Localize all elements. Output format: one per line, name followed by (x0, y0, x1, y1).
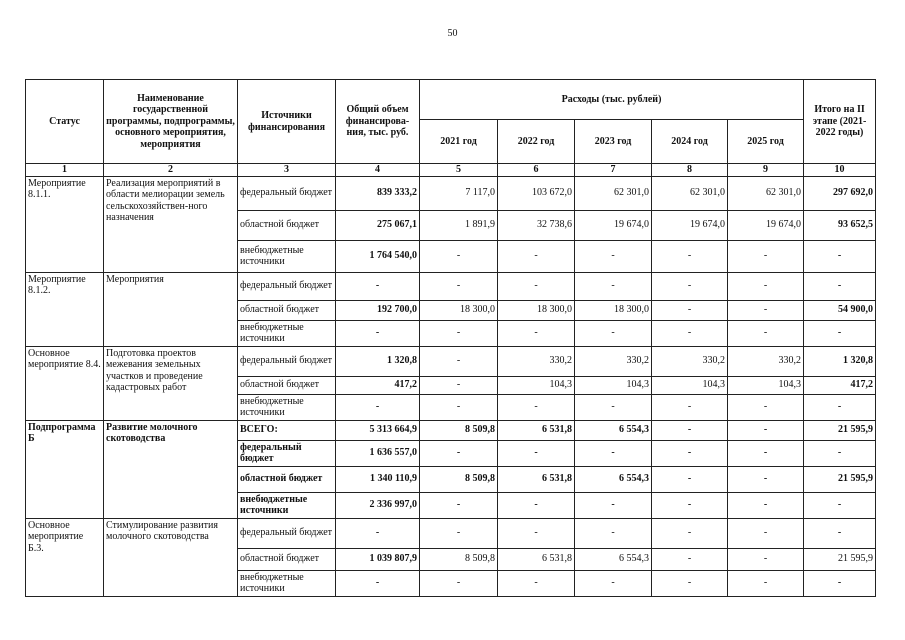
year-2023-cell: 104,3 (575, 376, 652, 394)
year-2023-cell: 18 300,0 (575, 300, 652, 320)
year-2022-cell: - (498, 240, 575, 272)
year-2025-cell: - (728, 518, 804, 548)
source-cell: федеральный бюджет (238, 440, 336, 466)
source-cell: областной бюджет (238, 466, 336, 492)
stage-total-cell: - (804, 492, 876, 518)
year-2021-cell: - (420, 394, 498, 420)
column-numbers-row (26, 164, 876, 177)
header-year: 2024 год (652, 120, 728, 164)
header-year: 2023 год (575, 120, 652, 164)
stage-total-cell: - (804, 320, 876, 346)
year-2023-cell: - (575, 394, 652, 420)
year-2023-cell: - (575, 320, 652, 346)
column-number: 7 (575, 164, 652, 177)
year-2025-cell: - (728, 300, 804, 320)
year-2022-cell: 103 672,0 (498, 176, 575, 210)
year-2022-cell: 330,2 (498, 346, 575, 376)
total-cell: 1 636 557,0 (336, 440, 420, 466)
year-2025-cell: 62 301,0 (728, 176, 804, 210)
year-2023-cell: - (575, 240, 652, 272)
year-2021-cell: - (420, 492, 498, 518)
source-cell: ВСЕГО: (238, 420, 336, 440)
stage-total-cell: - (804, 440, 876, 466)
year-2024-cell: - (652, 420, 728, 440)
year-2021-cell: - (420, 272, 498, 300)
name-cell: Реализация мероприятий в области мелиорации земель сельскохозяйствен-ного назначения (104, 176, 238, 272)
total-cell: 1 340 110,9 (336, 466, 420, 492)
financing-table (25, 79, 876, 597)
total-cell: - (336, 570, 420, 596)
year-2023-cell: 6 554,3 (575, 548, 652, 570)
header-total: Общий объем финансирова-ния, тыс. руб. (336, 80, 420, 164)
year-2025-cell: 330,2 (728, 346, 804, 376)
status-cell: Основное мероприятие 8.4. (26, 346, 104, 420)
total-cell: 1 320,8 (336, 346, 420, 376)
table-row (26, 272, 876, 300)
year-2025-cell: - (728, 440, 804, 466)
total-cell: - (336, 272, 420, 300)
total-cell: 417,2 (336, 376, 420, 394)
year-2025-cell: - (728, 548, 804, 570)
total-cell: - (336, 394, 420, 420)
year-2023-cell: 330,2 (575, 346, 652, 376)
source-cell: областной бюджет (238, 376, 336, 394)
year-2021-cell: 18 300,0 (420, 300, 498, 320)
year-2021-cell: 8 509,8 (420, 466, 498, 492)
source-cell: внебюджетные источники (238, 240, 336, 272)
source-cell: федеральный бюджет (238, 346, 336, 376)
table-row (26, 518, 876, 548)
year-2021-cell: 8 509,8 (420, 548, 498, 570)
total-cell: 1 039 807,9 (336, 548, 420, 570)
year-2024-cell: - (652, 570, 728, 596)
year-2024-cell: 104,3 (652, 376, 728, 394)
status-cell: Подпрограмма Б (26, 420, 104, 518)
table-row (26, 176, 876, 210)
year-2025-cell: - (728, 466, 804, 492)
year-2022-cell: - (498, 272, 575, 300)
total-cell: 2 336 997,0 (336, 492, 420, 518)
year-2022-cell: - (498, 492, 575, 518)
header-name: Наименование государственной программы, подпрограммы, основного мероприятия, мероприятия (104, 80, 238, 164)
source-cell: внебюджетные источники (238, 492, 336, 518)
year-2021-cell: 7 117,0 (420, 176, 498, 210)
year-2024-cell: - (652, 440, 728, 466)
stage-total-cell: - (804, 240, 876, 272)
year-2025-cell: - (728, 240, 804, 272)
year-2023-cell: - (575, 518, 652, 548)
source-cell: федеральный бюджет (238, 272, 336, 300)
year-2025-cell: - (728, 320, 804, 346)
total-cell: 1 764 540,0 (336, 240, 420, 272)
year-2022-cell: 6 531,8 (498, 466, 575, 492)
column-number: 5 (420, 164, 498, 177)
name-cell: Мероприятия (104, 272, 238, 346)
year-2025-cell: - (728, 272, 804, 300)
name-cell: Развитие молочного скотоводства (104, 420, 238, 518)
stage-total-cell: 54 900,0 (804, 300, 876, 320)
source-cell: федеральный бюджет (238, 518, 336, 548)
column-number: 8 (652, 164, 728, 177)
source-cell: областной бюджет (238, 300, 336, 320)
source-cell: областной бюджет (238, 548, 336, 570)
year-2024-cell: - (652, 548, 728, 570)
year-2023-cell: - (575, 492, 652, 518)
year-2024-cell: - (652, 492, 728, 518)
stage-total-cell: 21 595,9 (804, 466, 876, 492)
header-year: 2025 год (728, 120, 804, 164)
name-cell: Подготовка проектов межевания земельных участков и проведение кадастровых работ (104, 346, 238, 420)
year-2025-cell: - (728, 420, 804, 440)
year-2024-cell: - (652, 272, 728, 300)
year-2024-cell: - (652, 300, 728, 320)
total-cell: - (336, 320, 420, 346)
year-2023-cell: 19 674,0 (575, 210, 652, 240)
year-2023-cell: 6 554,3 (575, 420, 652, 440)
year-2025-cell: 19 674,0 (728, 210, 804, 240)
year-2023-cell: - (575, 570, 652, 596)
year-2023-cell: 6 554,3 (575, 466, 652, 492)
year-2022-cell: - (498, 440, 575, 466)
page-number: 50 (447, 28, 458, 39)
year-2022-cell: - (498, 320, 575, 346)
total-cell: 5 313 664,9 (336, 420, 420, 440)
name-cell: Стимулирование развития молочного скотоводства (104, 518, 238, 596)
year-2021-cell: - (420, 346, 498, 376)
year-2021-cell: 8 509,8 (420, 420, 498, 440)
year-2022-cell: 18 300,0 (498, 300, 575, 320)
year-2022-cell: - (498, 570, 575, 596)
stage-total-cell: 417,2 (804, 376, 876, 394)
stage-total-cell: - (804, 518, 876, 548)
stage-total-cell: - (804, 570, 876, 596)
year-2025-cell: 104,3 (728, 376, 804, 394)
status-cell: Мероприятие 8.1.2. (26, 272, 104, 346)
stage-total-cell: 1 320,8 (804, 346, 876, 376)
header-year: 2021 год (420, 120, 498, 164)
year-2021-cell: - (420, 570, 498, 596)
status-cell: Основное мероприятие Б.3. (26, 518, 104, 596)
year-2023-cell: - (575, 440, 652, 466)
total-cell: 192 700,0 (336, 300, 420, 320)
year-2023-cell: - (575, 272, 652, 300)
header-expenses: Расходы (тыс. рублей) (420, 80, 804, 120)
total-cell: 275 067,1 (336, 210, 420, 240)
source-cell: внебюджетные источники (238, 320, 336, 346)
header-sources: Источники финансирования (238, 80, 336, 164)
year-2022-cell: 6 531,8 (498, 420, 575, 440)
stage-total-cell: 297 692,0 (804, 176, 876, 210)
column-number: 6 (498, 164, 575, 177)
year-2024-cell: - (652, 394, 728, 420)
stage-total-cell: 93 652,5 (804, 210, 876, 240)
table-row (26, 420, 876, 440)
stage-total-cell: 21 595,9 (804, 420, 876, 440)
year-2022-cell: 104,3 (498, 376, 575, 394)
column-number: 3 (238, 164, 336, 177)
total-cell: 839 333,2 (336, 176, 420, 210)
year-2024-cell: 19 674,0 (652, 210, 728, 240)
year-2024-cell: - (652, 320, 728, 346)
year-2024-cell: 62 301,0 (652, 176, 728, 210)
year-2024-cell: - (652, 466, 728, 492)
year-2022-cell: 32 738,6 (498, 210, 575, 240)
year-2024-cell: 330,2 (652, 346, 728, 376)
stage-total-cell: - (804, 272, 876, 300)
table-header (26, 80, 876, 177)
year-2024-cell: - (652, 240, 728, 272)
header-stage-total: Итого на II этапе (2021-2022 годы) (804, 80, 876, 164)
source-cell: областной бюджет (238, 210, 336, 240)
year-2022-cell: 6 531,8 (498, 548, 575, 570)
year-2023-cell: 62 301,0 (575, 176, 652, 210)
column-number: 10 (804, 164, 876, 177)
status-cell: Мероприятие 8.1.1. (26, 176, 104, 272)
year-2022-cell: - (498, 518, 575, 548)
year-2021-cell: 1 891,9 (420, 210, 498, 240)
year-2022-cell: - (498, 394, 575, 420)
stage-total-cell: - (804, 394, 876, 420)
column-number: 2 (104, 164, 238, 177)
column-number: 4 (336, 164, 420, 177)
year-2021-cell: - (420, 440, 498, 466)
column-number: 9 (728, 164, 804, 177)
source-cell: внебюджетные источники (238, 570, 336, 596)
source-cell: внебюджетные источники (238, 394, 336, 420)
year-2025-cell: - (728, 394, 804, 420)
year-2025-cell: - (728, 492, 804, 518)
year-2021-cell: - (420, 240, 498, 272)
source-cell: федеральный бюджет (238, 176, 336, 210)
header-status: Статус (26, 80, 104, 164)
header-year: 2022 год (498, 120, 575, 164)
year-2021-cell: - (420, 320, 498, 346)
year-2021-cell: - (420, 376, 498, 394)
year-2024-cell: - (652, 518, 728, 548)
stage-total-cell: 21 595,9 (804, 548, 876, 570)
total-cell: - (336, 518, 420, 548)
table-row (26, 346, 876, 376)
year-2025-cell: - (728, 570, 804, 596)
year-2021-cell: - (420, 518, 498, 548)
column-number: 1 (26, 164, 104, 177)
table-body (26, 176, 876, 596)
